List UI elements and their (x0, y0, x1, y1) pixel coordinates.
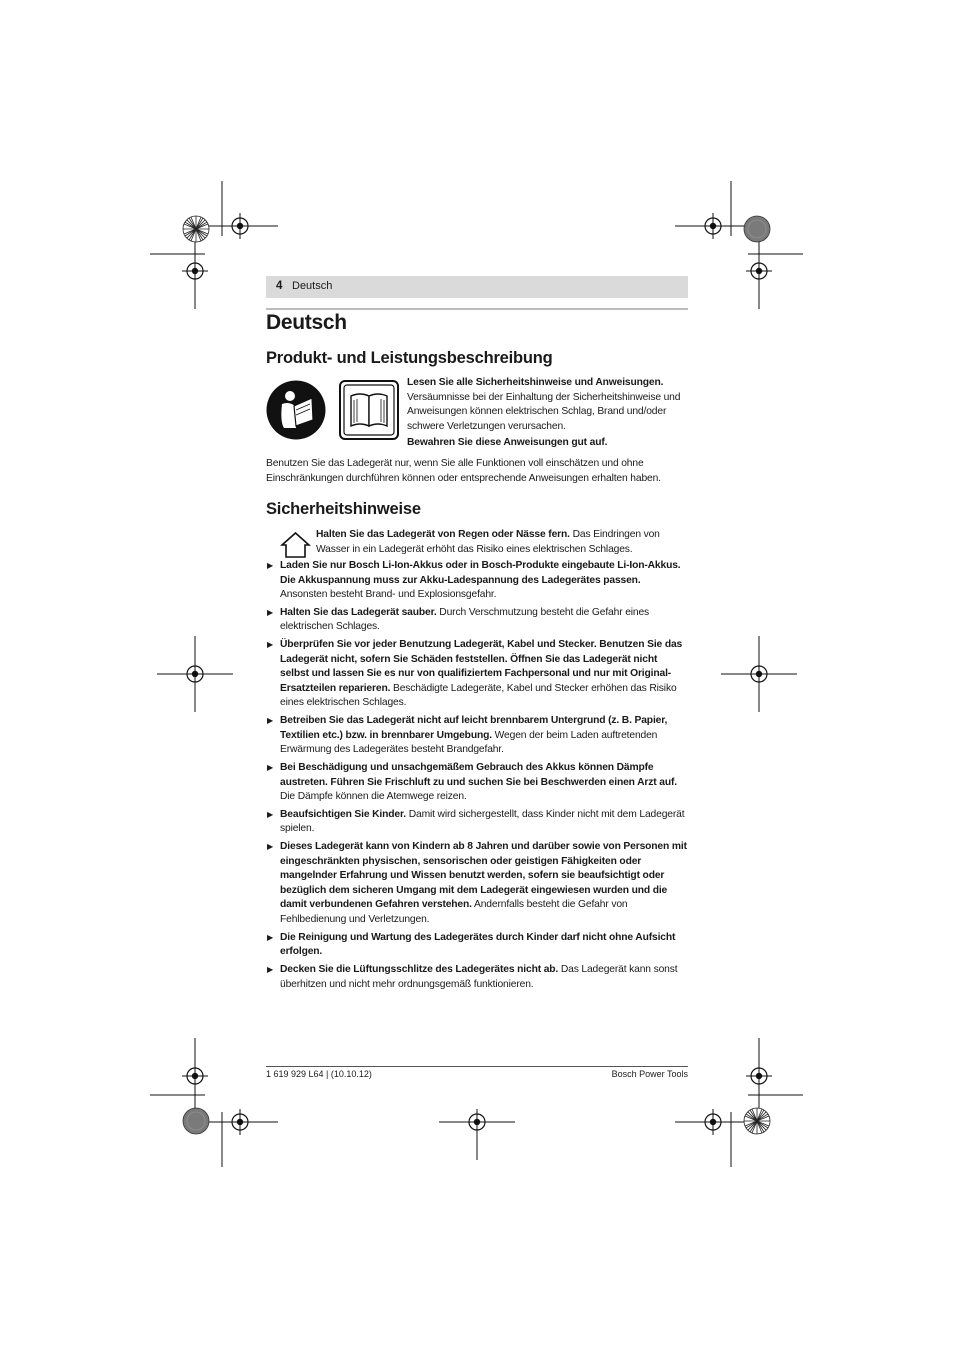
arrow-bullet-icon: ▶ (267, 716, 274, 726)
item-bold: Betreiben Sie das Ladegerät nicht auf leicht brennbarem Untergrund (z. B. Papier, Textilien etc.) bzw. in brennbarer Umgebung. (280, 715, 668, 741)
list-item (266, 761, 688, 805)
item-text: Die Dämpfe können die Atemwege reizen. (280, 791, 467, 803)
safety-list (266, 559, 688, 996)
item-bold: Überprüfen Sie vor jeder Benutzung Ladegerät, Kabel und Stecker. Benutzen Sie das Ladegerät nicht, sofern Sie Schäden feststellen. Öffnen Sie das Ladegerät nicht selbst und lassen Sie es nur von qualifiziertem Fachpersonal und nur mit Original-Ersatzteilen reparieren. (280, 639, 683, 694)
item-bold: Beaufsichtigen Sie Kinder. (280, 808, 406, 820)
page-header (266, 276, 688, 298)
page-number: 4 (276, 280, 283, 292)
section-heading-product: Produkt- und Leistungsbeschreibung (266, 349, 553, 367)
list-item (266, 714, 688, 758)
intro-text: Versäumnisse bei der Einhaltung der Sicherheitshinweise und Anweisungen können elektrischen Schlag, Brand und/oder schwere Verletzungen verursachen. (407, 391, 681, 432)
item-text: Ansonsten besteht Brand- und Explosionsgefahr. (280, 589, 497, 600)
list-item (266, 808, 688, 837)
item-text: Durch Verschmutzung besteht die Gefahr eines elektrischen Schlages. (280, 606, 650, 633)
book-icon (339, 380, 399, 440)
item-bold: Laden Sie nur Bosch Li-Ion-Akkus oder in Bosch-Produkte eingebaute Li-Ion-Akkus. Die Akkuspannung muss zur Akku-Ladespannung des Ladegerätes passen. (280, 560, 681, 586)
warning-text: Das Eindringen von Wasser in ein Ladegerät erhöht das Risiko eines elektrischen Schlages. (316, 529, 660, 555)
item-text: Das Ladegerät kann sonst überhitzen und nicht mehr ordnungsgemäß funktionieren. (280, 964, 678, 990)
header-language: Deutsch (292, 280, 333, 292)
arrow-bullet-icon: ▶ (267, 842, 274, 852)
arrow-bullet-icon: ▶ (267, 932, 274, 942)
arrow-bullet-icon: ▶ (267, 809, 274, 819)
section-heading-safety: Sicherheitshinweise (266, 500, 421, 518)
keep-instructions: Bewahren Sie diese Anweisungen gut auf. (407, 437, 608, 448)
item-text: Damit wird sichergestellt, dass Kinder nicht mit dem Ladegerät spielen. (280, 808, 685, 835)
list-item (266, 638, 688, 711)
arrow-bullet-icon: ▶ (267, 763, 274, 773)
footer-doc-number: 1 619 929 L64 | (10.10.12) (266, 1069, 372, 1079)
item-bold: Dieses Ladegerät kann von Kindern ab 8 Jahren und darüber sowie von Personen mit eingeschränkten physischen, sensorischen oder geistigen Fähigkeiten oder mangelnder Erfahrung und Wissen benutzt werden, sofern sie beaufsichtigt oder bezüglich dem sicheren Umgang mit dem Ladegerät eingewiesen wurden und die damit verbundenen Gefahren verstehen. (280, 841, 687, 911)
footer-rule (266, 1066, 688, 1067)
arrow-bullet-icon: ▶ (267, 561, 274, 570)
item-bold: Halten Sie das Ladegerät sauber. (280, 606, 437, 618)
intro-bold: Lesen Sie alle Sicherheitshinweise und Anweisungen. (407, 377, 664, 388)
item-bold: Die Reinigung und Wartung des Ladegerätes durch Kinder darf nicht ohne Aufsicht erfolgen. (280, 931, 676, 958)
arrow-bullet-icon: ▶ (267, 965, 274, 975)
warning-block (316, 528, 688, 557)
list-item (266, 963, 688, 992)
item-bold: Bei Beschädigung und unsachgemäßem Gebrauch des Akkus können Dämpfe austreten. Führen Sie Frischluft zu und suchen Sie bei Beschwerden einen Arzt auf. (280, 762, 677, 788)
item-bold: Decken Sie die Lüftungsschlitze des Ladegerätes nicht ab. (280, 964, 559, 976)
item-text: Beschädigte Ladegeräte, Kabel und Stecker erhöhen das Risiko eines elektrischen Schlages. (280, 682, 677, 709)
list-item (266, 931, 688, 960)
page-title: Deutsch (266, 311, 347, 334)
intro-block (407, 376, 688, 451)
read-manual-icon (266, 380, 326, 440)
warning-bold: Halten Sie das Ladegerät von Regen oder Nässe fern. (316, 529, 570, 540)
title-rule (266, 308, 688, 310)
item-text: Andernfalls besteht die Gefahr von Fehlbedienung und Verletzungen. (280, 899, 628, 925)
indoor-use-house-icon (280, 531, 311, 559)
list-item (266, 606, 688, 635)
usage-paragraph: Benutzen Sie das Ladegerät nur, wenn Sie alle Funktionen voll einschätzen und ohne Einschränkungen durchführen können oder entsprechende Anweisungen erhalten haben. (266, 458, 661, 484)
arrow-bullet-icon: ▶ (267, 640, 274, 650)
list-item (266, 559, 688, 603)
arrow-bullet-icon: ▶ (267, 607, 274, 617)
item-text: Wegen der beim Laden auftretenden Erwärmung des Ladegerätes besteht Brandgefahr. (280, 729, 658, 756)
list-item (266, 840, 688, 927)
footer-brand: Bosch Power Tools (611, 1069, 688, 1079)
